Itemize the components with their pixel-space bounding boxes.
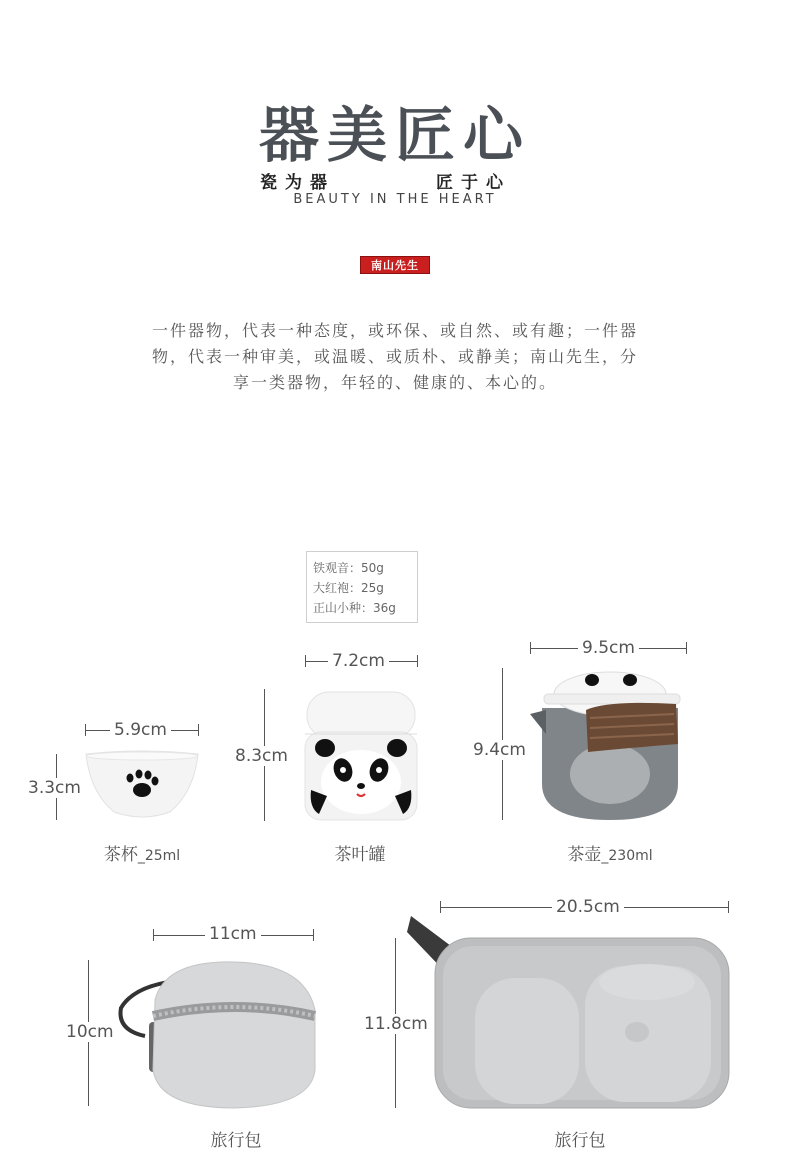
cup-width-label: 5.9cm bbox=[110, 720, 171, 740]
small-bag-height-label: 10cm bbox=[62, 1022, 118, 1042]
pot-width-tick bbox=[686, 642, 687, 654]
tea-capacity-row: 铁观音：50g bbox=[313, 561, 384, 575]
cup-image bbox=[84, 752, 200, 822]
brand-seal: 南山先生 bbox=[360, 256, 430, 274]
pot-capacity: _230ml bbox=[601, 848, 653, 864]
small-bag-width-tick bbox=[153, 929, 154, 941]
intro-line-1: 一件器物，代表一种态度，或环保、或自然、或有趣；一件器 bbox=[151, 321, 638, 340]
tea-capacity-box bbox=[306, 551, 418, 623]
tea-capacity-row: 大红袍：25g bbox=[313, 581, 384, 595]
intro-paragraph bbox=[125, 318, 665, 396]
pot-caption bbox=[555, 840, 665, 865]
small-bag-image bbox=[115, 960, 325, 1110]
caddy-width-tick bbox=[417, 655, 418, 667]
pot-width-tick bbox=[530, 642, 531, 654]
pot-image bbox=[528, 664, 692, 824]
caddy-caption: 茶叶罐 bbox=[334, 845, 386, 865]
page-title: 器美匠心 bbox=[259, 101, 531, 171]
caddy-image bbox=[305, 690, 417, 822]
cup-caption bbox=[92, 840, 192, 865]
tea-capacity-row: 正山小种：36g bbox=[313, 601, 396, 615]
small-bag-caption: 旅行包 bbox=[210, 1131, 262, 1151]
intro-line-3: 享一类器物，年轻的、健康的、本心的。 bbox=[232, 373, 557, 392]
cup-height-label: 3.3cm bbox=[24, 778, 85, 798]
subtitle-left: 瓷为器 bbox=[260, 173, 335, 193]
cup-width-tick bbox=[198, 724, 199, 736]
pot-height-label: 9.4cm bbox=[469, 740, 530, 760]
small-bag-width-label: 11cm bbox=[205, 924, 261, 944]
caddy-width-label: 7.2cm bbox=[328, 651, 389, 671]
large-bag-caption: 旅行包 bbox=[554, 1131, 606, 1151]
large-bag-height-label: 11.8cm bbox=[360, 1014, 432, 1034]
large-bag-image bbox=[405, 908, 735, 1114]
small-bag-width-tick bbox=[313, 929, 314, 941]
cup-name: 茶杯 bbox=[103, 845, 138, 865]
pot-width-label: 9.5cm bbox=[578, 638, 639, 658]
intro-line-2: 物，代表一种审美，或温暖、或质朴、或静美；南山先生，分 bbox=[151, 347, 638, 366]
large-bag-width-label: 20.5cm bbox=[552, 897, 624, 917]
caddy-width-tick bbox=[305, 655, 306, 667]
cup-capacity: _25ml bbox=[137, 848, 181, 864]
subtitle-english: BEAUTY IN THE HEART bbox=[293, 192, 497, 207]
pot-name: 茶壶 bbox=[567, 845, 602, 865]
caddy-height-label: 8.3cm bbox=[231, 746, 292, 766]
cup-width-tick bbox=[85, 724, 86, 736]
subtitle-right: 匠于心 bbox=[436, 173, 511, 193]
